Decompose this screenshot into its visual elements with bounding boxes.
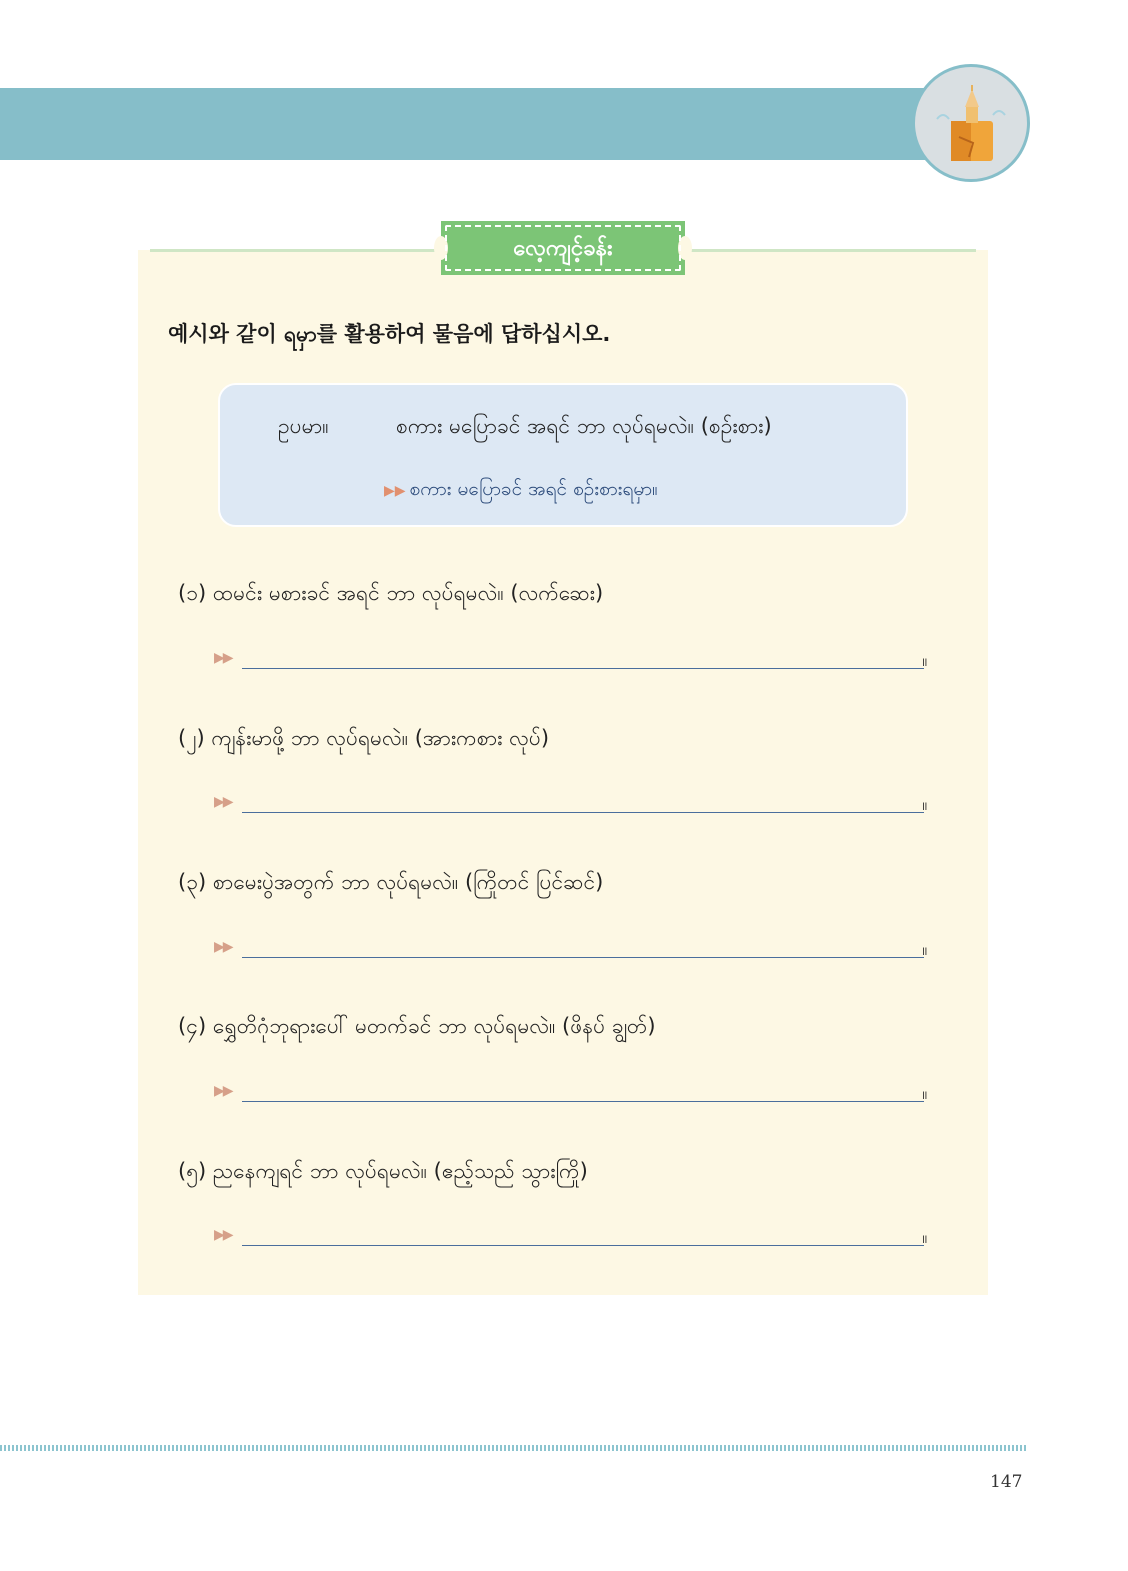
end-mark: ။	[922, 940, 928, 960]
end-mark: ။	[922, 1084, 928, 1104]
answer-arrow-icon: ▶▶	[214, 1227, 232, 1243]
header-band	[0, 88, 960, 160]
section-tag	[441, 221, 685, 275]
example-answer-text: စကား မပြောခင် အရင် စဉ်းစားရမှာ။	[409, 478, 658, 500]
page-number: 147	[990, 1472, 1023, 1492]
answer-row-4[interactable]	[214, 1081, 934, 1107]
question-2: (၂) ကျန်းမာဖို့ ဘာ လုပ်ရမလဲ။ (အားကစား လုပ်)	[178, 726, 550, 750]
answer-line[interactable]	[242, 812, 924, 813]
answer-row-2[interactable]	[214, 792, 934, 818]
answer-line[interactable]	[242, 957, 924, 958]
answer-row-3[interactable]	[214, 937, 934, 963]
section-tag-label: လေ့ကျင့်ခန်း	[513, 236, 613, 261]
instruction-text: 예시와 같이 ရမှာ를 활용하여 물음에 답하십시오.	[168, 322, 611, 346]
question-1: (၁) ထမင်း မစားခင် အရင် ဘာ လုပ်ရမလဲ။ (လက်ဆေး)	[178, 581, 604, 605]
end-mark: ။	[922, 1228, 928, 1248]
example-answer	[384, 477, 658, 505]
end-mark: ။	[922, 795, 928, 815]
answer-arrow-icon: ▶▶	[214, 794, 232, 810]
example-question: စကား မပြောခင် အရင် ဘာ လုပ်ရမလဲ။ (စဉ်းစား)	[396, 414, 772, 438]
answer-arrow-icon: ▶▶	[384, 483, 406, 499]
answer-arrow-icon: ▶▶	[214, 939, 232, 955]
answer-row-5[interactable]	[214, 1225, 934, 1251]
answer-line[interactable]	[242, 668, 924, 669]
example-label: ဥပမာ။	[278, 414, 329, 438]
example-box	[218, 383, 908, 527]
question-4: (၄) ရွှေတိဂုံဘုရားပေါ် မတက်ခင် ဘာ လုပ်ရမလဲ။ (ဖိနပ် ချွတ်)	[178, 1014, 656, 1038]
question-3: (၃) စာမေးပွဲအတွက် ဘာ လုပ်ရမလဲ။ (ကြိုတင် ပြင်ဆင်)	[178, 870, 604, 894]
answer-row-1[interactable]	[214, 648, 934, 674]
chapter-badge	[912, 64, 1030, 182]
footer-dotted-rule	[0, 1445, 1026, 1451]
answer-arrow-icon: ▶▶	[214, 1083, 232, 1099]
pagoda-icon	[915, 67, 1027, 179]
end-mark: ။	[922, 651, 928, 671]
answer-line[interactable]	[242, 1245, 924, 1246]
answer-line[interactable]	[242, 1101, 924, 1102]
question-5: (၅) ညနေကျရင် ဘာ လုပ်ရမလဲ။ (ဧည့်သည် သွားကြို)	[178, 1159, 588, 1183]
answer-arrow-icon: ▶▶	[214, 650, 232, 666]
